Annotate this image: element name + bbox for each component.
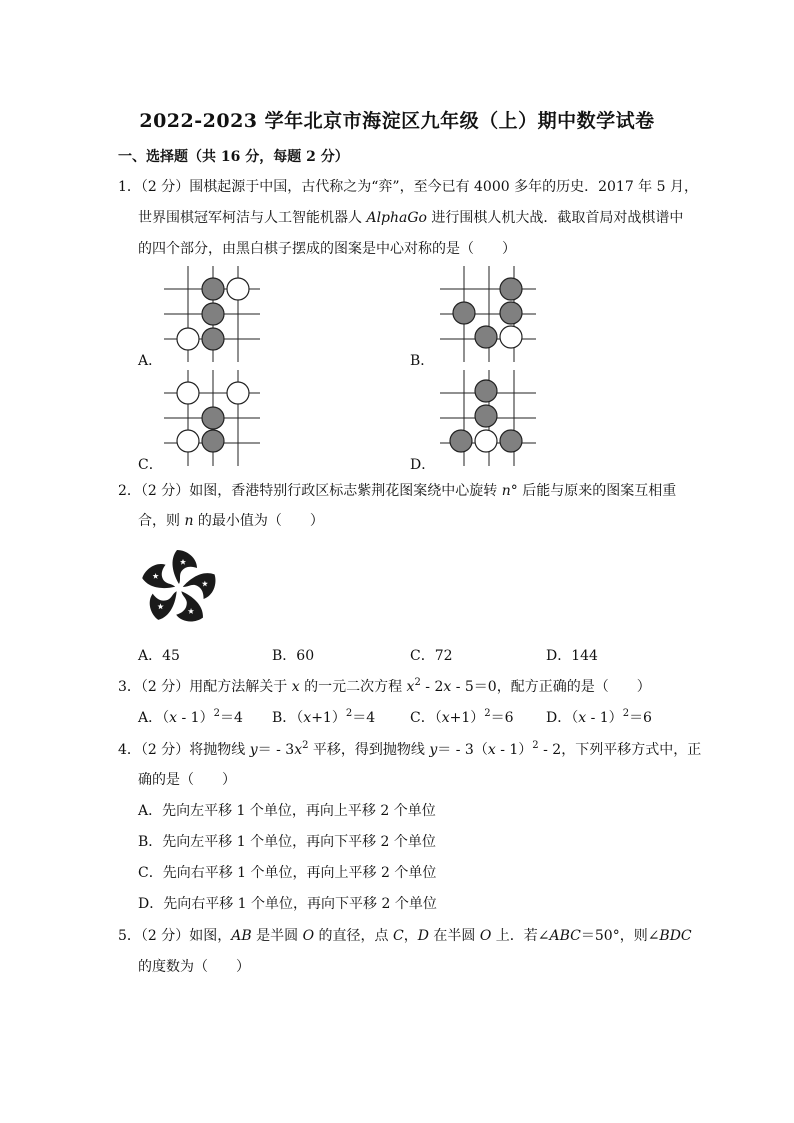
q2-line-1: 2．（2 分）如图，香港特别行政区标志紫荆花图案绕中心旋转 n° 后能与原来的图案互相重 [118, 483, 677, 499]
q1-option-c-label: C． [138, 457, 163, 473]
q5-line-2: 的度数为（ ） [138, 959, 250, 975]
q1-line-3: 的四个部分，由黑白棋子摆成的图案是中心对称的是（ ） [138, 241, 516, 257]
q3-line-1: 3．（2 分）用配方法解关于 x 的一元二次方程 $x^2 - 2x - 5=0$，配方正确的是（ ） [118, 677, 651, 695]
bauhinia-flower-figure [136, 548, 222, 628]
q2-option-a: A．45 [138, 648, 180, 664]
q2-option-c: C．72 [410, 648, 453, 664]
q1-option-d-board [436, 370, 540, 466]
q3-option-b: B．$(x+1)^2=4$ [272, 708, 376, 726]
q4-option-a: A．先向左平移 1 个单位，再向上平移 2 个单位 [138, 803, 436, 819]
q4-option-d: D．先向右平移 1 个单位，再向下平移 2 个单位 [138, 896, 437, 912]
q1-line-2: 世界围棋冠军柯洁与人工智能机器人 AlphaGo 进行围棋人机大战．截取首局对战棋谱中 [138, 210, 684, 226]
q1-option-a-label: A． [138, 353, 163, 369]
q1-option-a-board [160, 266, 264, 362]
q4-option-c: C．先向右平移 1 个单位，再向上平移 2 个单位 [138, 865, 437, 881]
q3-option-a: A．（x - 1）$^2$＝4 [138, 708, 243, 726]
q4-option-b: B．先向左平移 1 个单位，再向下平移 2 个单位 [138, 834, 436, 850]
q3-option-d: D．（x - 1）$^2$＝6 [546, 708, 652, 726]
q5-line-1: 5．（2 分）如图，AB 是半圆 O 的直径，点 C，D 在半圆 O 上．若∠ABC＝50°，则∠BDC [118, 928, 692, 944]
page-title: 2022-2023 学年北京市海淀区九年级（上）期中数学试卷 [139, 110, 655, 132]
q2-option-b: B．60 [272, 648, 315, 664]
q3-option-c: C．$(x+1)^2=6$ [410, 708, 514, 726]
q1-option-b-label: B． [410, 353, 435, 369]
section-heading: 一、选择题（共 16 分，每题 2 分） [118, 149, 349, 165]
q2-option-d: D．144 [546, 648, 598, 664]
q4-line-2: 确的是（ ） [138, 772, 236, 788]
q2-line-2: 合，则 n 的最小值为（ ） [138, 513, 324, 529]
q1-line-1: 1．（2 分）围棋起源于中国，古代称之为“弈”，至今已有 4000 多年的历史．2017 年 5 月， [118, 179, 698, 195]
q4-line-1: 4．（2 分）将抛物线 $y= - 3x^2$ 平移，得到抛物线 y＝ - 3（x - 1）$^2$ - 2，下列平移方式中，正 [118, 740, 702, 758]
q1-option-c-board [160, 370, 264, 466]
q1-option-b-board [436, 266, 540, 362]
q1-option-d-label: D． [410, 457, 436, 473]
